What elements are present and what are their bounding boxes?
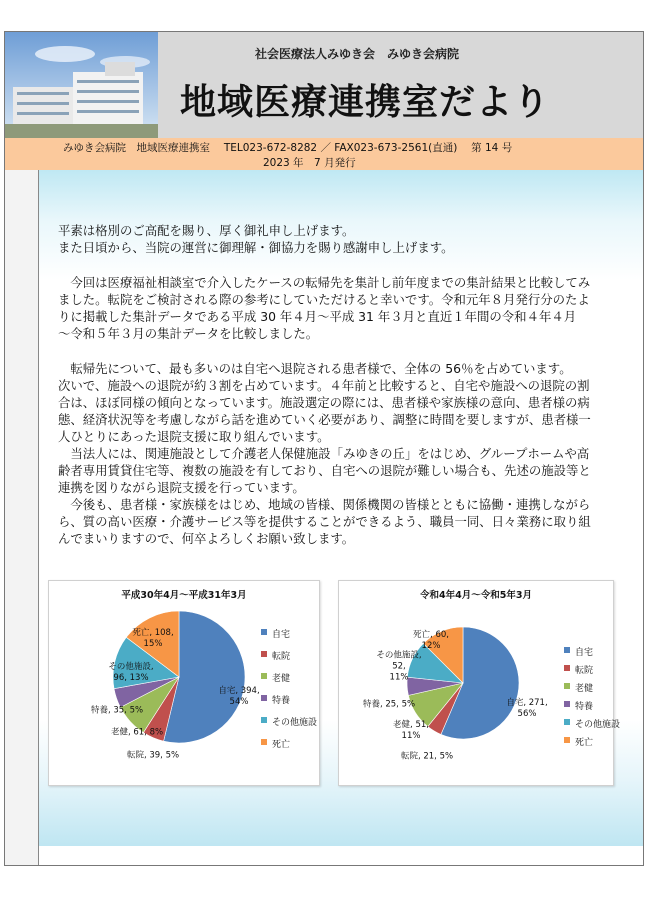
data-label-other: その他施設, 96, 13% [108, 662, 154, 683]
legend-label: その他施設 [272, 718, 318, 728]
data-label-roken: 老健, 61, 8% [110, 727, 164, 738]
hospital-photo [5, 32, 158, 138]
issue-date: 2023 年 7 月発行 [263, 157, 356, 169]
chart-title: 平成30年4月～平成31年3月 [121, 590, 247, 601]
legend-label: 老健 [575, 684, 594, 694]
newsletter-title: 地域医療連携室だより [180, 81, 551, 123]
data-label-death: 死亡, 60, 12% [413, 630, 449, 651]
contact-info: みゆき会病院 地域医療連携室 TEL023-672-8282 ／ FAX023-673-2561(直通) 第 14 号 [63, 142, 513, 154]
intro-paragraph: 今回は医療福祉相談室で介入したケースの転帰先を集計し前年度までの集計結果と比較してみ ました。転院をご検討される際の参考にしていただけると幸いです。令和元年８月発行分のたよ りに掲載した集計データである平成 30 年４月～平成 31 年３月と直近１年間の令和４年４月 ～令和５年３月の集計データを比較しました。 [58, 275, 591, 341]
legend-swatch [564, 683, 570, 689]
legend-label: 自宅 [575, 648, 594, 658]
pie-chart-h30 [48, 580, 320, 786]
data-label-home: 自宅, 271, 56% [506, 698, 548, 719]
legend-label: 老健 [272, 674, 291, 684]
legend-swatch [261, 673, 267, 679]
legend-label: 特養 [272, 696, 291, 706]
legend-label: 死亡 [575, 738, 594, 748]
data-label-transfer: 転院, 39, 5% [126, 750, 180, 761]
left-margin-strip [5, 170, 39, 865]
main-paragraph: 転帰先について、最も多いのは自宅へ退院される患者様で、全体の 56％を占めています。 次いで、施設への退院が約３割を占めています。４年前と比較すると、自宅や施設への退院の割 合は、ほぼ同様の傾向となっています。施設選定の際には、患者様や家族様の意向、患者様の病 態、経済状況等を考慮しながら話を進めていく必要があり、調整に時間を要しますが、患者様一 人ひとりにあった退院支援に取り組んでいます。 当法人には、関連施設として介護老人保健施設「みゆきの丘」をはじめ、グループホームや高 齢者専用賃貸住宅等、複数の施設を有しており、自宅への退院が難しい場合も、先述の施設等と 連携を図りながら退院支援を行っています。 今後も、患者様・家族様をはじめ、地域の皆様、関係機関の皆様とともに協働・連携しながら ら、質の高い医療・介護サービス等を提供することができるよう、職員一同、日々業務に取り組 んでまいりますので、何卒よろしくお願い致します。 [58, 361, 591, 546]
chart-title: 令和4年4月～令和5年3月 [420, 590, 532, 601]
legend-swatch [564, 647, 570, 653]
legend-label: 転院 [272, 652, 291, 662]
legend-label: 転院 [575, 666, 594, 676]
data-label-transfer: 転院, 21, 5% [400, 751, 454, 762]
greeting-paragraph: 平素は格別のご高配を賜り、厚く御礼申し上げます。 また日頃から、当院の運営に御理解・御協力を賜り感謝申し上げます。 [58, 223, 454, 255]
legend-swatch [261, 629, 267, 635]
data-label-roken: 老健, 51, 11% [393, 720, 429, 741]
legend-swatch [564, 701, 570, 707]
data-label-tokuyo: 特養, 35, 5% [90, 705, 144, 716]
data-label-tokuyo: 特養, 25, 5% [362, 699, 416, 710]
legend-swatch [261, 651, 267, 657]
contact-info-bar [5, 138, 643, 170]
legend-label: 死亡 [272, 740, 291, 750]
legend-swatch [564, 665, 570, 671]
legend-swatch [564, 719, 570, 725]
data-label-home: 自宅, 394, 54% [218, 686, 260, 707]
newsletter-header [5, 32, 643, 138]
legend-swatch [261, 739, 267, 745]
pie-chart-r4 [338, 580, 621, 786]
legend-label: その他施設 [575, 720, 621, 730]
legend-label: 自宅 [272, 630, 291, 640]
organization-name: 社会医療法人みゆき会 みゆき会病院 [255, 47, 460, 61]
legend-label: 特養 [575, 702, 594, 712]
data-label-other: その他施設, 52, 11% [376, 650, 422, 683]
legend-swatch [564, 737, 570, 743]
legend-swatch [261, 695, 267, 701]
legend-swatch [261, 717, 267, 723]
data-label-death: 死亡, 108, 15% [132, 628, 174, 649]
